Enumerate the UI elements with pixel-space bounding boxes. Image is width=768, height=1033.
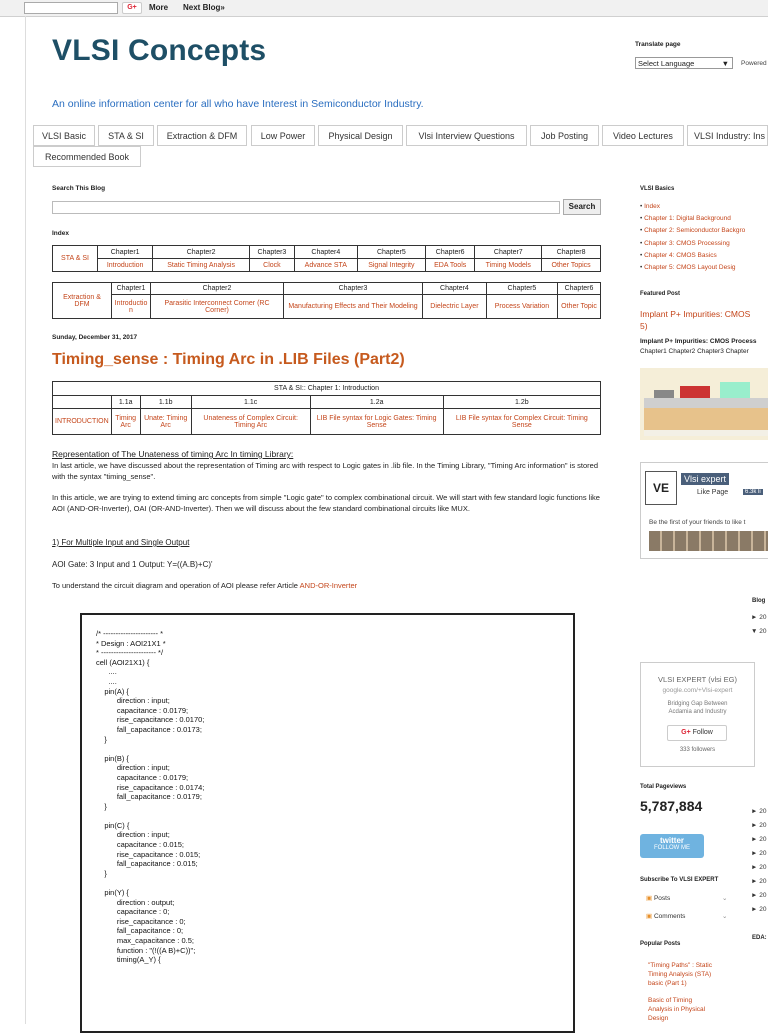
tab-video-lectures[interactable]: Video Lectures	[602, 125, 684, 146]
sta-chapter-7: Chapter7	[475, 246, 542, 259]
tab-vlsi-industry[interactable]: VLSI Industry: Ins	[687, 125, 768, 146]
archive-year[interactable]: ► 20	[751, 864, 767, 871]
understand-text: To understand the circuit diagram and operation of AOI please refer Article	[52, 581, 298, 590]
popular-post[interactable]	[648, 961, 712, 988]
subscribe-posts-label: Posts	[653, 895, 671, 902]
popular-post-line: Timing Analysis (STA)	[648, 971, 712, 978]
pageviews-count: 5,787,884	[640, 798, 703, 814]
dfm-chapter-1: Chapter1	[112, 283, 151, 295]
dfm-topic-4[interactable]: Dielectric Layer	[423, 295, 487, 319]
code-line: * ---------------------- */	[96, 648, 164, 658]
code-line	[96, 811, 204, 821]
chapter-link-unate[interactable]: Unate: Timing Arc	[140, 409, 191, 435]
featured-post-snippet	[640, 337, 757, 357]
dfm-topic-2[interactable]: Parasitic Interconnect Corner (RC Corner)	[151, 295, 284, 319]
gp-tagline-1: Bridging Gap Between	[667, 701, 728, 707]
archive-year-label: 20	[759, 864, 767, 871]
sta-topic-7[interactable]: Timing Models	[475, 259, 542, 272]
cmos-diagram-icon	[640, 368, 768, 440]
popular-post-line: Basic of Timing	[648, 997, 693, 1004]
gp-followers: 333 followers	[679, 747, 716, 753]
subscribe-comments[interactable]	[646, 912, 728, 920]
sta-topic-3[interactable]: Clock	[249, 259, 294, 272]
chevron-down-icon: ⌄	[722, 913, 728, 920]
archive-year[interactable]: ► 20	[751, 614, 767, 621]
featured-post-title-line: 5)	[640, 321, 648, 331]
chapter-link-lib-complex[interactable]: LIB File syntax for Complex Circuit: Timing Sense	[443, 409, 600, 435]
subscribe-comments-label: Comments	[653, 913, 686, 920]
code-line: }	[96, 734, 107, 744]
powered-label: Powered	[741, 60, 767, 67]
archive-year-label: 20	[759, 906, 767, 913]
sta-topic-2[interactable]: Static Timing Analysis	[153, 259, 250, 272]
popular-post-line: Analysis in Physical	[648, 1006, 706, 1013]
facebook-like-count: 6.3k li	[745, 489, 761, 495]
code-lines	[96, 629, 204, 965]
google-plus-button[interactable]: G+	[122, 2, 142, 14]
archive-year[interactable]: ► 20	[751, 808, 767, 815]
rss-icon: ▣	[646, 895, 653, 902]
gp-follow-button[interactable]	[667, 725, 727, 741]
dfm-topic-1[interactable]: Introductio n	[112, 295, 151, 319]
featured-post-title-line: Implant P+ Impurities: CMOS	[640, 309, 751, 319]
understand-line	[52, 580, 600, 591]
sta-topic-6[interactable]: EDA Tools	[425, 259, 474, 272]
popular-post-line: basic (Part 1)	[648, 980, 687, 987]
archive-year-label: 20	[759, 836, 767, 843]
vlsi-basics-item[interactable]: • Chapter 4: CMOS Basics	[640, 250, 745, 262]
archive-year-label: 20	[759, 850, 767, 857]
chevron-down-icon: ⌄	[722, 895, 728, 902]
archive-year[interactable]: ► 20	[751, 822, 767, 829]
code-line	[96, 744, 204, 754]
code-line	[96, 878, 204, 888]
vlsi-basics-item[interactable]: • Chapter 2: Semiconductor Backgro	[640, 225, 745, 237]
language-select[interactable]	[635, 57, 733, 69]
code-line: direction : input;	[96, 763, 170, 773]
navbar-search-input[interactable]	[24, 2, 118, 14]
more-link[interactable]: More	[149, 3, 169, 12]
code-line: ....	[96, 676, 117, 686]
google-plus-widget	[640, 662, 755, 767]
search-input[interactable]	[52, 201, 560, 214]
chapter-num-2: 1.1b	[140, 396, 191, 409]
code-line: pin(C) {	[96, 820, 130, 830]
gp-name[interactable]: VLSI EXPERT (vlsi EG)	[658, 675, 737, 684]
featured-post-snippet-line: Chapter1 Chapter2 Chapter3 Chapter	[640, 348, 749, 355]
blog-archive-heading: Blog	[752, 598, 766, 604]
code-line: rise_capacitance : 0.015;	[96, 849, 201, 859]
dfm-index-table	[52, 282, 601, 319]
dfm-chapter-6: Chapter6	[558, 283, 601, 295]
next-blog-link[interactable]: Next Blog»	[183, 3, 225, 12]
code-line: fall_capacitance : 0.0173;	[96, 724, 202, 734]
vlsi-basics-item[interactable]: • Index	[640, 201, 745, 213]
chapter-link-unateness[interactable]: Unateness of Complex Circuit: Timing Arc	[191, 409, 310, 435]
archive-year-label: 20	[759, 822, 767, 829]
pageviews-heading: Total Pageviews	[640, 784, 687, 790]
code-line: pin(A) {	[96, 686, 129, 696]
sta-chapter-5: Chapter5	[357, 246, 425, 259]
facebook-logo-icon: VE	[645, 471, 677, 505]
twitter-follow-button[interactable]	[640, 834, 704, 858]
sub-heading: 1) For Multiple Input and Single Output	[52, 538, 190, 547]
popular-post-line: Design	[648, 1015, 669, 1022]
tab-extraction-dfm[interactable]: Extraction & DFM	[157, 125, 247, 146]
sta-chapter-4: Chapter4	[294, 246, 357, 259]
archive-year[interactable]: ► 20	[751, 892, 767, 899]
code-line: pin(Y) {	[96, 888, 129, 898]
blog-description: An online information center for all who have Interest in Semiconductor Industry.	[52, 98, 424, 110]
popular-posts-heading: Popular Posts	[640, 941, 681, 947]
subscribe-posts[interactable]	[646, 894, 728, 902]
code-line: fall_capacitance : 0.015;	[96, 859, 198, 869]
code-line: /* ---------------------- *	[96, 629, 164, 638]
aoi-article-link[interactable]: AND-OR-Inverter	[299, 581, 358, 590]
sta-chapter-3: Chapter3	[249, 246, 294, 259]
paragraph-1: In last article, we have discussed about the representation of Timing arc with respect to Logic gates in .lib file. In the Timing Library, "Timing Arc information" is stored with the syntax "timing_sense".	[52, 461, 598, 481]
google-plus-icon: G+	[681, 729, 691, 736]
facebook-like-button[interactable]: Like Page	[697, 489, 729, 496]
dfm-chapter-2: Chapter2	[151, 283, 284, 295]
index-label: Index	[52, 230, 69, 237]
dfm-chapter-4: Chapter4	[423, 283, 487, 295]
dfm-topic-6[interactable]: Other Topic	[558, 295, 601, 319]
code-line: rise_capacitance : 0.0170;	[96, 715, 205, 725]
archive-year[interactable]: ► 20	[751, 906, 767, 913]
translate-label: Translate page	[635, 41, 681, 48]
tab-vlsi-interview-questions[interactable]: Vlsi Interview Questions	[406, 125, 527, 146]
sta-chapter-8: Chapter8	[542, 246, 601, 259]
code-line: }	[96, 868, 107, 878]
code-line: fall_capacitance : 0.0179;	[96, 792, 202, 802]
aoi-line: AOI Gate: 3 Input and 1 Output: Y=((A.B)+C)'	[52, 560, 213, 569]
tab-job-posting[interactable]: Job Posting	[530, 125, 599, 146]
twitter-follow-label: FOLLOW ME	[653, 845, 690, 851]
code-line: }	[96, 801, 107, 811]
dfm-topic-5[interactable]: Process Variation	[486, 295, 557, 319]
vlsi-basics-item[interactable]: • Chapter 5: CMOS Layout Desig	[640, 262, 745, 274]
chapter-nav-table	[52, 381, 601, 435]
tab-recommended-book[interactable]: Recommended Book	[33, 146, 141, 167]
chapter-link-introduction[interactable]: INTRODUCTION	[53, 409, 112, 435]
archive-year-label: 20	[759, 878, 767, 885]
code-line: function : "(!((A B)+C))";	[96, 945, 196, 955]
code-line: direction : input;	[96, 696, 170, 706]
sta-index-table	[52, 245, 601, 272]
sta-topic-4[interactable]: Advance STA	[294, 259, 357, 272]
facebook-page-name[interactable]: Vlsi expert	[681, 473, 729, 485]
chapter-num-4: 1.2a	[310, 396, 443, 409]
archive-year-label: 20	[759, 614, 767, 621]
vlsi-basics-item[interactable]: • Chapter 1: Digital Background	[640, 213, 745, 225]
rss-icon: ▣	[646, 913, 653, 920]
sta-chapter-6: Chapter6	[425, 246, 474, 259]
paragraph-2: In this article, we are trying to extend timing arc concepts from simple "Logic gate" to complex combinational circuit. We will start with few standard logic functions like AOI (AND-OR-Inverter), OAI (OR-AND-Inverter). Then we will discuss about the few standard combinational circuits like MUX.	[52, 493, 600, 513]
gp-tagline-2: Acdamia and Industry	[668, 709, 727, 715]
chapter-num-3: 1.1c	[191, 396, 310, 409]
code-line: capacitance : 0.0179;	[96, 705, 189, 715]
tab-vlsi-basic[interactable]: VLSI Basic	[33, 125, 95, 146]
code-line: fall_capacitance : 0;	[96, 926, 184, 936]
code-line: direction : output;	[96, 897, 175, 907]
archive-year-label: 20	[759, 892, 767, 899]
featured-post-snippet-line: Implant P+ Impurities: CMOS Process	[640, 338, 757, 345]
sta-topic-1[interactable]: Introduction	[98, 259, 153, 272]
code-line: ....	[96, 667, 117, 677]
popular-post[interactable]	[648, 996, 705, 1023]
sta-row-head[interactable]: STA & SI	[53, 246, 98, 272]
vlsi-basics-heading: VLSI Basics	[640, 186, 675, 192]
chapter-num-5: 1.2b	[443, 396, 600, 409]
language-select-value: Select Language	[638, 59, 695, 68]
archive-year[interactable]: ► 20	[751, 836, 767, 843]
search-button[interactable]: Search	[563, 199, 601, 215]
page-border	[25, 16, 26, 1024]
post-date: Sunday, December 31, 2017	[52, 334, 138, 341]
chapter-link-timing-arc[interactable]: Timing Arc	[111, 409, 140, 435]
facebook-friend-avatars	[649, 531, 768, 551]
blog-title[interactable]: VLSI Concepts	[52, 34, 267, 67]
tab-physical-design[interactable]: Physical Design	[318, 125, 403, 146]
code-line: timing(A_Y) {	[96, 955, 161, 965]
archive-year[interactable]: ▼ 20	[751, 628, 767, 635]
search-label: Search This Blog	[52, 185, 106, 192]
vlsi-basics-item[interactable]: • Chapter 3: CMOS Processing	[640, 238, 745, 250]
eda-heading: EDA:	[752, 935, 767, 941]
gp-url: google.com/+Vlsi-expert	[662, 687, 733, 694]
sta-chapter-2: Chapter2	[153, 246, 250, 259]
vlsi-basics-list	[640, 201, 745, 274]
code-line: cell (AOI21X1) {	[96, 657, 150, 667]
archive-year-label: 20	[759, 628, 767, 635]
chapter-nav-head: STA & SI:: Chapter 1: Introduction	[53, 382, 601, 396]
featured-post-image[interactable]	[640, 368, 768, 440]
chapter-num-1: 1.1a	[111, 396, 140, 409]
code-line: capacitance : 0.015;	[96, 840, 184, 850]
tab-sta-si[interactable]: STA & SI	[98, 125, 154, 146]
archive-year-label: 20	[759, 808, 767, 815]
chapter-nav-blank	[53, 396, 112, 409]
archive-year[interactable]: ► 20	[751, 878, 767, 885]
sta-chapter-1: Chapter1	[98, 246, 153, 259]
section-heading: Representation of The Unateness of timing Arc In timing Library:	[52, 449, 294, 459]
code-line: rise_capacitance : 0;	[96, 916, 186, 926]
tab-low-power[interactable]: Low Power	[251, 125, 315, 146]
sta-topic-5[interactable]: Signal Integrity	[357, 259, 425, 272]
featured-post-heading: Featured Post	[640, 291, 681, 297]
facebook-friends-text: Be the first of your friends to like t	[649, 519, 746, 526]
dfm-topic-3[interactable]: Manufacturing Effects and Their Modeling	[284, 295, 423, 319]
dfm-chapter-5: Chapter5	[486, 283, 557, 295]
blogger-navbar	[0, 0, 768, 17]
code-line: pin(B) {	[96, 753, 129, 763]
code-line: rise_capacitance : 0.0174;	[96, 782, 205, 792]
subscribe-heading: Subscribe To VLSI EXPERT	[640, 877, 719, 883]
facebook-widget	[640, 462, 768, 559]
code-line: capacitance : 0.0179;	[96, 772, 189, 782]
code-line: capacitance : 0;	[96, 907, 170, 917]
post-title[interactable]: Timing_sense : Timing Arc in .LIB Files (Part2)	[52, 351, 405, 368]
twitter-label: twitter	[660, 836, 684, 845]
code-line: * Design : AOI21X1 *	[96, 638, 166, 648]
code-line: max_capacitance : 0.5;	[96, 936, 194, 945]
chevron-down-icon: ▼	[721, 59, 729, 68]
dfm-chapter-3: Chapter3	[284, 283, 423, 295]
archive-year[interactable]: ► 20	[751, 850, 767, 857]
featured-post-title[interactable]	[640, 308, 750, 332]
dfm-row-head[interactable]: Extraction & DFM	[53, 283, 112, 319]
popular-post-line: "Timing Paths" : Static	[648, 962, 712, 969]
chapter-link-lib-logic[interactable]: LIB File syntax for Logic Gates: Timing Sense	[310, 409, 443, 435]
sta-topic-8[interactable]: Other Topics	[542, 259, 601, 272]
gp-follow-label: Follow	[692, 729, 713, 736]
lib-code-block	[80, 613, 575, 1033]
code-line: direction : input;	[96, 830, 170, 840]
